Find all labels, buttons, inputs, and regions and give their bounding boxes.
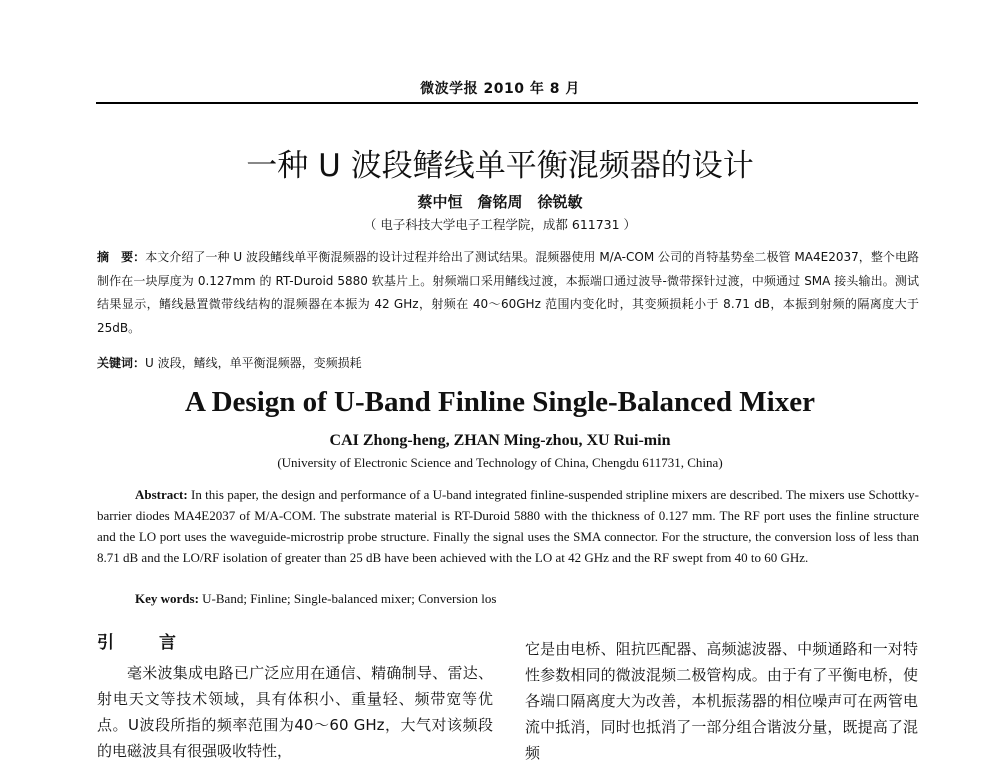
chinese-abstract — [97, 246, 919, 340]
english-keywords — [135, 591, 915, 607]
chinese-abstract-label: 摘 要： — [97, 250, 146, 264]
chinese-title: 一种 U 波段鳍线单平衡混频器的设计 — [246, 148, 754, 184]
english-affiliation: (University of Electronic Science and Technology of China, Chengdu 611731, China) — [277, 455, 723, 470]
english-abstract — [97, 484, 919, 568]
chinese-keywords — [97, 352, 919, 376]
english-keywords-text: U-Band; Finline; Single-balanced mixer; Conversion los — [202, 591, 497, 606]
header-rule — [96, 102, 918, 104]
english-authors: CAI Zhong-heng, ZHAN Ming-zhou, XU Rui-min — [329, 432, 671, 449]
english-keywords-label: Key words: — [135, 591, 199, 606]
english-abstract-text: In this paper, the design and performance of a U-band integrated finline-suspended stripline mixers are described. The mixers use Schottky-barrier diodes MA4E2037 of M/A-COM. The substrate material is RT-Duroid 5880 with the thickness of 0.127 mm. The RF port uses the finline structure and the LO port uses the waveguide-microstrip probe structure. Finally the signal uses the SMA connector. For the structure, the conversion loss of less than 8.71 dB and the LO/RF isolation of greater than 25 dB have been achieved with the LO at 42 GHz and the RF swept from 40 to 60 GHz. — [97, 487, 920, 565]
chinese-affiliation: （ 电子科技大学电子工程学院，成都 611731 ） — [363, 217, 637, 232]
body-right-column: 它是由电桥、阻抗匹配器、高频滤波器、中频通路和一对特性参数相同的微波混频二极管构成。由于有了平衡电桥，使各端口隔离度大为改善，本机振荡器的相位噪声可在两管电流中抵消，同时也抵消了一部分组合谐波分量，既提高了混频 — [525, 640, 918, 762]
chinese-keywords-text: U 波段，鳍线，单平衡混频器，变频损耗 — [145, 356, 362, 370]
chinese-keywords-label: 关键词： — [97, 356, 146, 370]
section-heading-introduction: 引 言 — [97, 633, 190, 653]
english-title: A Design of U-Band Finline Single-Balanced Mixer — [185, 386, 815, 418]
body-left-column: 毫米波集成电路已广泛应用在通信、精确制导、雷达、射电天文等技术领域，具有体积小、重量轻、频带宽等优点。U波段所指的频率范围为40～60 GHz，大气对该频段的电磁波具有很强吸收特性， — [97, 664, 493, 760]
running-head: 微波学报 2010 年 8 月 — [420, 81, 580, 97]
chinese-authors: 蔡中恒 詹铭周 徐锐敏 — [417, 193, 583, 211]
chinese-abstract-text: 本文介绍了一种 U 波段鳍线单平衡混频器的设计过程并给出了测试结果。混频器使用 M/A-COM 公司的肖特基势垒二极管 MA4E2037，整个电路制作在一块厚度为 0.127mm 的 RT-Duroid 5880 软基片上。射频端口采用鳍线过渡，本振端口通过波导-微带探针过渡，中频通过 SMA 接头输出。测试结果显示，鳍线悬置微带线结构的混频器在本振为 42 GHz，射频在 40～60GHz 范围内变化时，其变频损耗小于 8.71 dB，本振到射频的隔离度大于 25dB。 — [97, 250, 919, 335]
english-abstract-label: Abstract: — [135, 487, 188, 502]
